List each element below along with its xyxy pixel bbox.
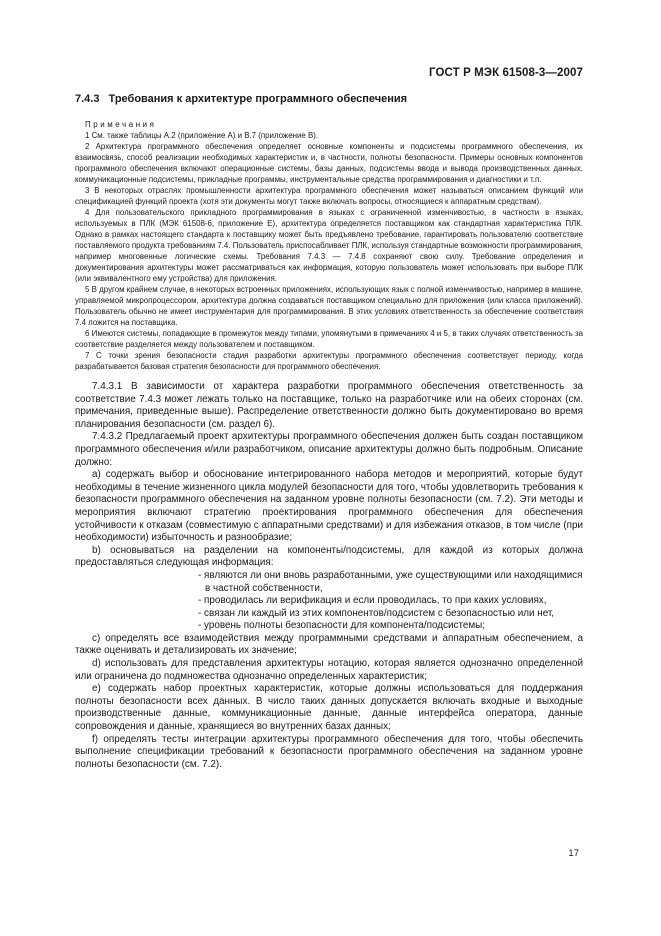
list-subitem: - являются ли они вновь разработанными, уже существующими или находящимися в частной собственности, bbox=[198, 569, 583, 594]
list-subitem: - проводилась ли верификация и если проводилась, то при каких условиях, bbox=[198, 595, 547, 607]
notes-block bbox=[75, 119, 583, 372]
page-number: 17 bbox=[568, 848, 579, 859]
list-item-c: с) определять все взаимодействия между программными средствами и аппаратным обеспечением, а также оценивать и детализировать их значение; bbox=[75, 632, 583, 657]
list-item-d: d) использовать для представления архитектуры нотацию, которая является однозначно определенной или ограничена до подмножества однозначно определенных характеристик; bbox=[75, 658, 583, 682]
list-subitem: - связан ли каждый из этих компонентов/подсистем с безопасностью или нет, bbox=[198, 607, 555, 619]
page-content bbox=[75, 93, 583, 771]
note-item: 3 В некоторых отраслях промышленности архитектура программного обеспечения может называться описанием функций или спецификацией функций проекта (хотя эти документы могут также включать вопросы, относящиеся к аппаратным средствам). bbox=[75, 186, 583, 206]
list-item-e: е) содержать набор проектных характеристик, которые должны использоваться для поддержания полноты безопасности всех данных. В число таких данных допускается включать входные и выходные производственные данные, коммуникационные данные, данные интерфейса оператора, данные сопровождения и данные, хранящиеся во внутренних базах данных; bbox=[75, 683, 583, 733]
section-number: 7.4.3 bbox=[75, 93, 100, 105]
note-item: 1 См. также таблицы А.2 (приложение А) и В.7 (приложение В). bbox=[85, 131, 319, 140]
section-heading bbox=[75, 93, 583, 105]
note-item: 4 Для пользовательского прикладного программирования в языках с ограниченной изменчивостью, в частности в языках, используемых в ПЛК (МЭК 61508-6, приложение Е), архитектура определяется поставщиком как стандартная характеристика ПЛК. Однако в рамках настоящего стандарта к поставщику может быть предъявлено требование, гарантировать пользователю соответствие поставляемого продукта требованиям 7.4. Пользователь приспосабливает ПЛК, используя стандартные возможности программирования, например многовенные логические схемы. Требования 7.4.3 — 7.4.8 сохраняют свою силу. Требование определения и документирования архитектуры может рассматриваться как информация, которую пользователь может использовать при выборе ПЛК (или эквивалентного ему устройства) для приложения. bbox=[75, 208, 583, 283]
note-item: 5 В другом крайнем случае, в некоторых встроенных приложениях, использующих язык с полной изменчивостью, например в машине, управляемой микропроцессором, архитектура должна создаваться поставщиком специально для приложения (или класса приложений). Пользователь обычно не имеет инструментария для программирования. В этих условиях ответственность за обеспечение соответствия 7.4 ложится на поставщика. bbox=[75, 285, 583, 327]
section-title: Требования к архитектуре программного обеспечения bbox=[108, 93, 408, 105]
paragraph-7-4-3-1: 7.4.3.1 В зависимости от характера разработки программного обеспечения ответственность за соответствие 7.4.3 может лежать только на поставщике, только на разработчике или на обеих сторонах (см. примечания, приведенные выше). Распределение ответственности должно быть документировано во время планирования безопасности (см. раздел 6). bbox=[75, 381, 583, 430]
paragraph-7-4-3-2: 7.4.3.2 Предлагаемый проект архитектуры программного обеспечения должен быть создан поставщиком программного обеспечения и/или разработчиком, описание архитектуры должно быть подробным. Описание должно: bbox=[75, 431, 583, 468]
list-item-b: b) основываться на разделении на компоненты/подсистемы, для каждой из которых должна предоставляться следующая информация: bbox=[75, 544, 583, 569]
standard-header: ГОСТ Р МЭК 61508-3—2007 bbox=[429, 67, 583, 79]
list-subitem: - уровень полноты безопасности для компонента/подсистемы; bbox=[198, 620, 485, 632]
note-item: 2 Архитектура программного обеспечения определяет основные компоненты и подсистемы программного обеспечения, их взаимосвязь, способ реализации необходимых характеристик и, в частности, полноты безопасности. Примеры основных компонентов программного обеспечения включают операционные системы, базы данных, подсистемы ввода и вывода производственных данных, коммуникационные подсистемы, прикладные программы, инструментальные средства программирования и диагностики и т.п. bbox=[75, 142, 583, 184]
list-item-a: а) содержать выбор и обоснование интегрированного набора методов и мероприятий, которые будут необходимы в течение жизненного цикла модулей безопасности для того, чтобы удовлетворить требования к безопасности программного обеспечения на заданном уровне полноты безопасности (см. 7.2). Эти методы и мероприятия включают стратегию проектирования программного обеспечения для обеспечения устойчивости к отказам (совместимую с аппаратными средствами) и для избежания отказов, в том числе (при необходимости) избыточность и разнообразие; bbox=[75, 469, 583, 544]
note-item: 7 С точки зрения безопасности стадия разработки архитектуры программного обеспечения соответствует периоду, когда разрабатывается базовая стратегия безопасности для программного обеспечения. bbox=[75, 351, 583, 371]
note-item: 6 Имеются системы, попадающие в промежуток между типами, упомянутыми в примечаниях 4 и 5, в таких случаях ответственность за соответствие разделяется между пользователем и поставщиком. bbox=[75, 329, 583, 349]
notes-heading: Примечания bbox=[85, 120, 157, 129]
list-item-f: f) определять тесты интеграции архитектуры программного обеспечения для того, чтобы обеспечить выполнение спецификации требований к безопасности программного обеспечения на заданном уровне полноты безопасности (см. 7.2). bbox=[75, 733, 583, 770]
